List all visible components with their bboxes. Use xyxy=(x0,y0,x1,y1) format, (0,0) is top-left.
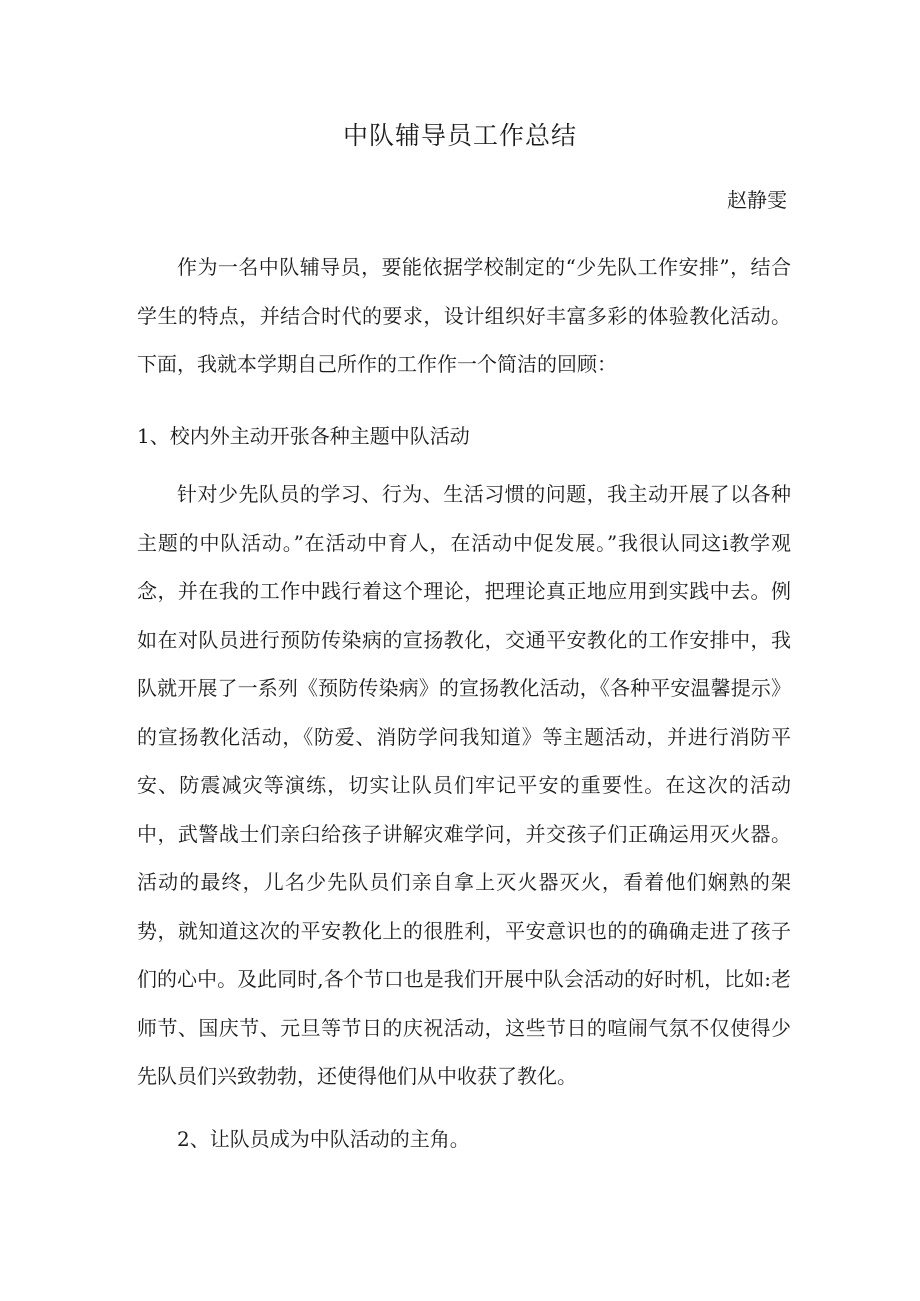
section-1-paragraph: 针对少先队员的学习、行为、生活习惯的问题，我主动开展了以各种主题的中队活动。”在活动中育人，在活动中促发展。”我很认同这i教学观念，并在我的工作中践行着这个理论，把理论真正地应用到实践中去。例如在对队员进行预防传染病的宣扬教化，交通平安教化的工作安排中，我队就开展了一系列《预防传染病》的宣扬教化活动，《各种平安温馨提示》的宣扬教化活动，《防爱、消防学问我知道》等主题活动，并进行消防平安、防震减灾等演练，切实让队员们牢记平安的重要性。在这次的活动中，武警战士们亲臼给孩子讲解灾难学问，并交孩子们正确运用灭火器。活动的最终，儿名少先队员们亲自拿上灭火器灭火，看着他们娴熟的架势，就知道这次的平安教化上的很胜利，平安意识也的的确确走进了孩子们的心中。及此同时,各个节口也是我们开展中队会活动的好时机，比如:老师节、国庆节、元旦等节日的庆祝活动，这些节日的喧闹气氛不仅使得少先队员们兴致勃勃，还使得他们从中收获了教化。 xyxy=(137,482,791,1088)
intro-paragraph: 作为一名中队辅导员，要能依据学校制定的“少先队工作安排”，结合学生的特点，并结合时代的要求，设计组织好丰富多彩的体验教化活动。下面，我就本学期自己所作的工作作一个简洁的回顾： xyxy=(137,255,791,376)
document-title: 中队辅导员工作总结 xyxy=(342,121,577,150)
section-heading-2: 2、让队员成为中队活动的主角。 xyxy=(177,1127,470,1151)
section-heading-1: 1、校内外主动开张各种主题中队活动 xyxy=(137,424,470,448)
author-name: 赵静雯 xyxy=(727,188,787,212)
